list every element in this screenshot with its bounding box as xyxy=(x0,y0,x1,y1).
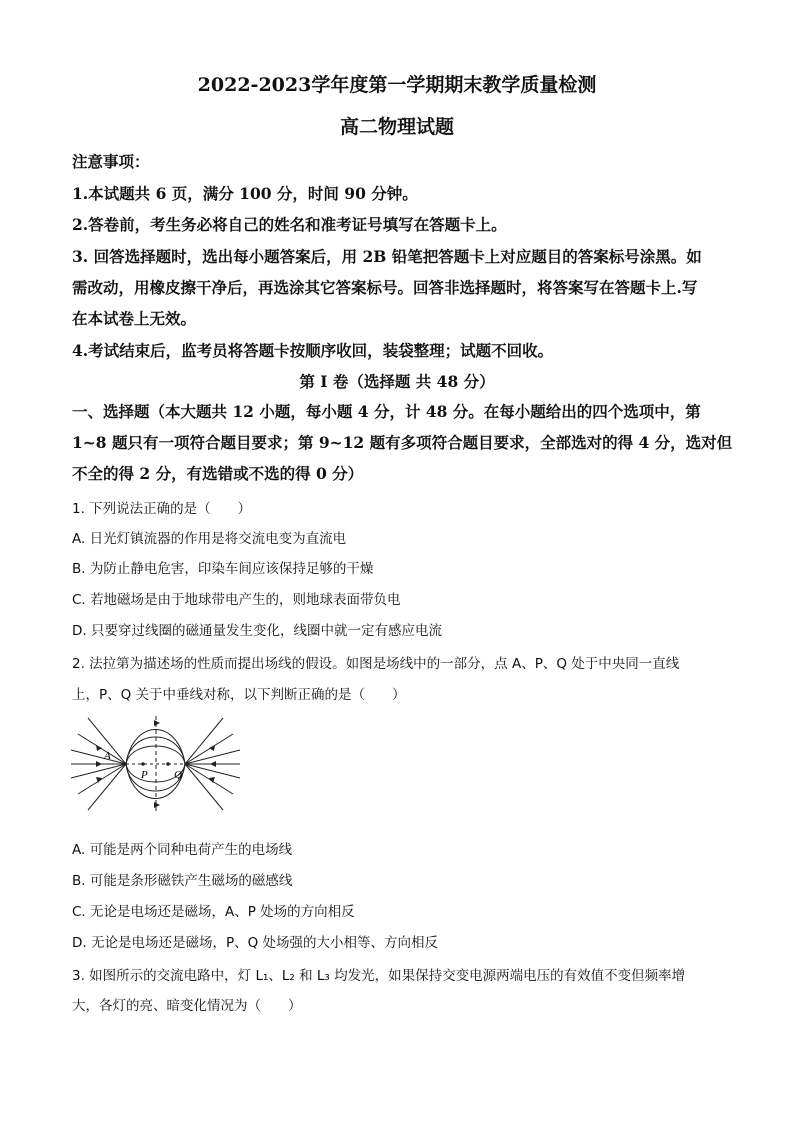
question-1-stem: 1. 下列说法正确的是（ ） xyxy=(72,501,252,517)
notice-item: 需改动，用橡皮擦干净后，再选涂其它答案标号。回答非选择题时，将答案写在答题卡上.写 xyxy=(72,278,698,297)
question-3-stem: 3. 如图所示的交流电路中，灯 L₁、L₂ 和 L₃ 均发光，如果保持交变电源两端电压的有效值不变但频率增 xyxy=(72,968,686,984)
question-2-option-c: C. 无论是电场还是磁场，A、P 处场的方向相反 xyxy=(72,904,355,920)
notice-item: 2.答卷前，考生务必将自己的姓名和准考证号填写在答题卡上。 xyxy=(72,215,507,234)
notice-item: 3. 回答选择题时，选出每小题答案后，用 2B 铅笔把答题卡上对应题目的答案标号涂黑。如 xyxy=(72,247,702,266)
question-2-option-a: A. 可能是两个同种电荷产生的电场线 xyxy=(72,842,293,858)
question-2-option-b: B. 可能是条形磁铁产生磁场的磁感线 xyxy=(72,873,293,889)
question-1-option-c: C. 若地磁场是由于地球带电产生的，则地球表面带负电 xyxy=(72,592,401,608)
section-instructions: 不全的得 2 分，有选错或不选的得 0 分） xyxy=(72,464,364,483)
figure-label-q: Q xyxy=(174,769,182,781)
figure-label-p: P xyxy=(141,769,148,781)
question-1-option-a: A. 日光灯镇流器的作用是将交流电变为直流电 xyxy=(72,531,347,547)
notice-item: 在本试卷上无效。 xyxy=(72,309,197,328)
exam-subtitle: 高二物理试题 xyxy=(339,116,454,138)
question-1-option-b: B. 为防止静电危害，印染车间应该保持足够的干燥 xyxy=(72,561,374,577)
question-3-stem: 大，各灯的亮、暗变化情况为（ ） xyxy=(72,998,302,1014)
section-instructions: 1~8 题只有一项符合题目要求；第 9~12 题有多项符合题目要求，全部选对的得 4 分，选对但 xyxy=(72,433,733,452)
question-2-stem: 上，P、Q 关于中垂线对称，以下判断正确的是（ ） xyxy=(72,687,406,703)
section-instructions: 一、选择题（本大题共 12 小题，每小题 4 分，计 48 分。在每小题给出的四个选项中，第 xyxy=(72,402,701,421)
notice-heading: 注意事项： xyxy=(72,152,150,171)
volume-title: 第 I 卷（选择题 共 48 分） xyxy=(299,372,495,391)
figure-label-a: A xyxy=(104,750,111,762)
question-2-option-d: D. 无论是电场还是磁场，P、Q 处场强的大小相等、方向相反 xyxy=(72,935,439,951)
question-2-stem: 2. 法拉第为描述场的性质而提出场线的假设。如图是场线中的一部分，点 A、P、Q 处于中央同一直线 xyxy=(72,656,680,672)
notice-item: 4.考试结束后，监考员将答题卡按顺序收回，装袋整理；试题不回收。 xyxy=(72,341,554,360)
notice-item: 1.本试题共 6 页，满分 100 分，时间 90 分钟。 xyxy=(72,184,418,203)
question-1-option-d: D. 只要穿过线圈的磁通量发生变化，线圈中就一定有感应电流 xyxy=(72,623,442,639)
exam-title: 2022-2023学年度第一学期期末教学质量检测 xyxy=(197,74,597,96)
field-lines-figure xyxy=(68,712,243,816)
